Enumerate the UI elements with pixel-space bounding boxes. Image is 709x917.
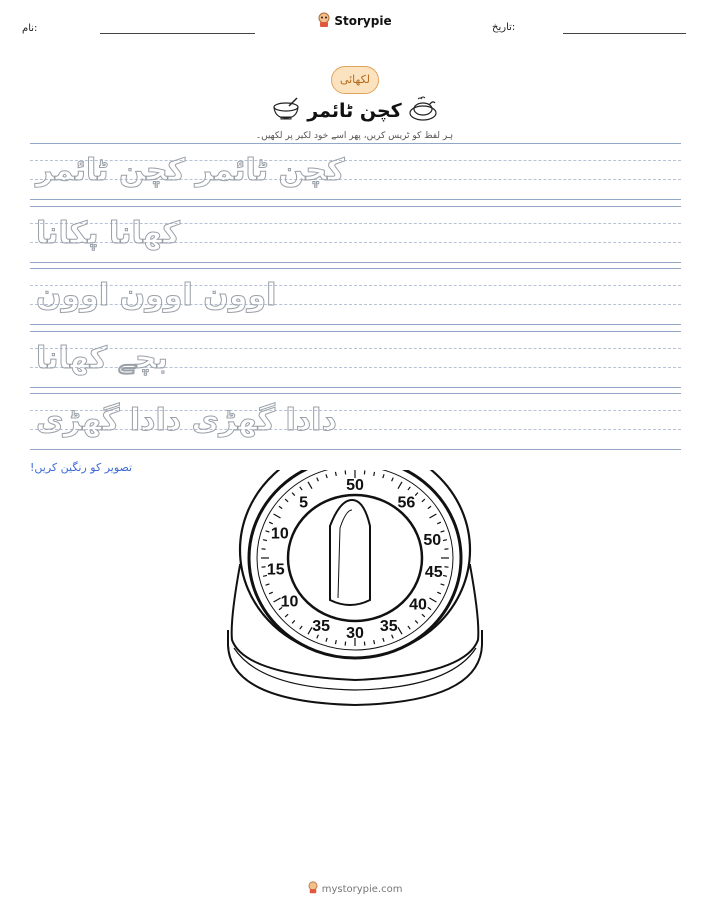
dial-tick: [335, 640, 336, 644]
category-badge: لکھائی: [331, 66, 379, 94]
trace-text: بچے کھانا: [36, 341, 168, 376]
dial-number: 40: [409, 596, 427, 614]
trace-text: دادا گھڑی دادا گھڑی: [36, 403, 337, 438]
dial-number: 10: [280, 593, 299, 611]
dial-number: 35: [379, 618, 398, 636]
brand-name: Storypie: [334, 14, 392, 28]
trace-text: اوون اوون اوون: [36, 278, 277, 313]
tracing-row-2: [30, 206, 681, 264]
dial-number: 50: [423, 531, 442, 549]
dial-number: 56: [397, 494, 416, 512]
storypie-logo-icon: [317, 12, 331, 31]
date-write-line: [563, 33, 686, 34]
tracing-row-3: [30, 268, 681, 326]
name-write-line: [100, 33, 255, 34]
soup-bowl-icon: [271, 97, 301, 126]
dial-tick: [374, 640, 375, 644]
dial-number: 30: [346, 625, 364, 642]
date-label: تاریخ:: [492, 22, 516, 33]
page-title-block: [0, 96, 709, 127]
dial-number: 45: [424, 563, 443, 581]
dial-tick: [335, 472, 336, 476]
dial-tick: [443, 540, 447, 541]
roast-chicken-icon: [408, 96, 438, 127]
trace-text: کھانا پکانا: [36, 216, 180, 251]
tracing-row-5: [30, 393, 681, 451]
dial-number: 15: [266, 561, 285, 579]
dial-number: 50: [346, 477, 364, 494]
kitchen-timer-illustration: [220, 470, 490, 710]
name-label: نام:: [22, 23, 38, 34]
brand-header: [0, 12, 709, 31]
dial-tick: [263, 540, 267, 541]
dial-number: 5: [299, 494, 309, 512]
footer-url: mystorypie.com: [321, 884, 403, 895]
tracing-row-1: [30, 143, 681, 201]
color-prompt: تصویر کو رنگین کریں!: [30, 461, 133, 474]
dial-number: 10: [270, 525, 289, 543]
dial-number: 35: [312, 618, 331, 636]
footer: [0, 881, 709, 897]
tracing-row-4: [30, 331, 681, 389]
dial-tick: [374, 472, 375, 476]
dial-tick: [443, 575, 447, 576]
storypie-logo-icon: [307, 881, 319, 897]
page-title: کچن ٹائمر: [307, 100, 402, 122]
instructions: ہر لفظ کو ٹریس کریں، پھر اسے خود لکیر پر لکھیں۔: [255, 131, 454, 141]
trace-text: کچن ٹائمر کچن ٹائمر: [36, 153, 345, 188]
